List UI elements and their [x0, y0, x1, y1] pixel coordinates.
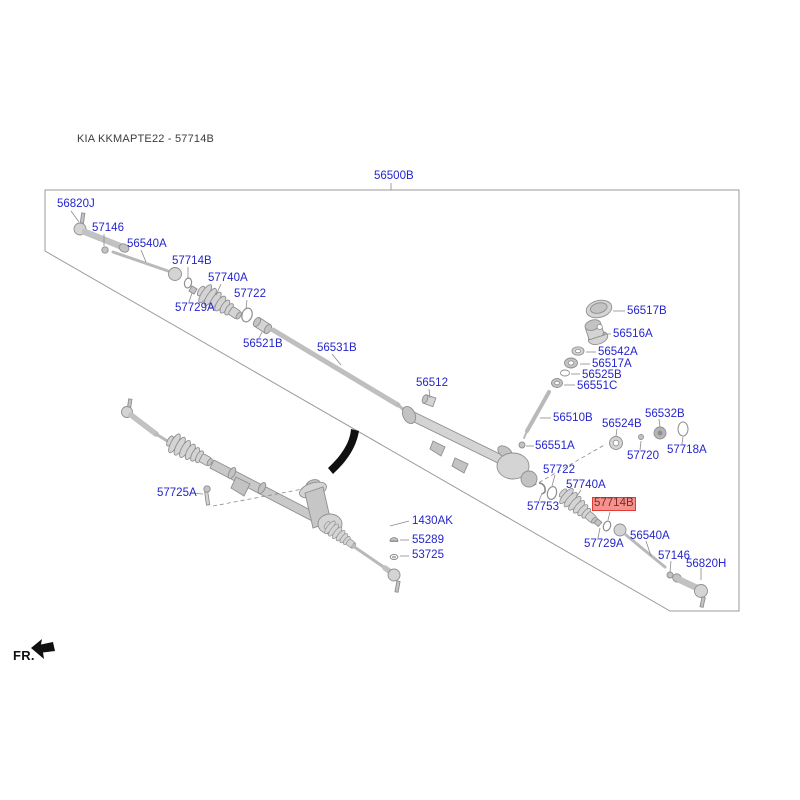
part-label-57720[interactable]: 57720: [627, 450, 659, 462]
part-label-57729A-2[interactable]: 57729A: [584, 538, 624, 550]
part-label-57722-1[interactable]: 57722: [234, 288, 266, 300]
part-label-57729A-1[interactable]: 57729A: [175, 302, 215, 314]
part-label-56512[interactable]: 56512: [416, 377, 448, 389]
part-label-57740A-2[interactable]: 57740A: [566, 479, 606, 491]
part-56521b-drawing: [252, 316, 273, 335]
part-57753-drawing: [539, 483, 545, 494]
part-label-56510B[interactable]: 56510B: [553, 412, 593, 424]
part-label-56542A[interactable]: 56542A: [598, 346, 638, 358]
part-53725-drawing: [390, 554, 398, 559]
part-56517b-drawing: [584, 298, 613, 321]
part-label-56517B[interactable]: 56517B: [627, 305, 667, 317]
part-56532b-drawing: [654, 427, 666, 439]
part-56551a-drawing: [519, 442, 525, 448]
part-56525b-drawing: [561, 370, 570, 376]
part-label-56540A-1[interactable]: 56540A: [127, 238, 167, 250]
part-label-56516A[interactable]: 56516A: [613, 328, 653, 340]
part-label-56532B[interactable]: 56532B: [645, 408, 685, 420]
part-57718a-drawing: [678, 422, 688, 436]
part-57722a-drawing: [240, 307, 254, 323]
part-56542a-drawing: [572, 347, 584, 355]
part-56510b-drawing: [524, 392, 549, 438]
part-label-57146-1[interactable]: 57146: [92, 222, 124, 234]
part-label-56551C[interactable]: 56551C: [577, 380, 618, 392]
diagram-title: KIA KKMAPTE22 - 57714B: [77, 133, 215, 145]
part-57714bb-drawing: [602, 520, 612, 532]
part-label-57718A[interactable]: 57718A: [667, 444, 707, 456]
part-label-57714B-1[interactable]: 57714B: [172, 255, 212, 267]
part-label-57146-2[interactable]: 57146: [658, 550, 690, 562]
part-56524b-drawing: [610, 437, 623, 450]
part-label-53725[interactable]: 53725: [412, 549, 444, 561]
part-label-57725A[interactable]: 57725A: [157, 487, 197, 499]
part-label-56820J[interactable]: 56820J: [57, 198, 95, 210]
part-label-57740A-1[interactable]: 57740A: [208, 272, 248, 284]
part-label-56524B[interactable]: 56524B: [602, 418, 642, 430]
part-57722b-drawing: [546, 486, 558, 501]
part-56516a-drawing: [583, 317, 610, 347]
part-label-56500B[interactable]: 56500B: [374, 170, 414, 182]
part-label-56820H[interactable]: 56820H: [686, 558, 727, 570]
part-56512-drawing: [421, 394, 436, 407]
part-label-56531B[interactable]: 56531B: [317, 342, 357, 354]
part-housing-exploded: [400, 404, 537, 487]
part-label-57722-2[interactable]: 57722: [543, 464, 575, 476]
part-label-57753[interactable]: 57753: [527, 501, 559, 513]
part-label-56521B[interactable]: 56521B: [243, 338, 283, 350]
part-57146a-drawing: [102, 247, 108, 253]
part-56517a-drawing: [565, 358, 578, 368]
part-label-56551A[interactable]: 56551A: [535, 440, 575, 452]
part-57146b-drawing: [667, 572, 673, 578]
part-label-57714B-2[interactable]: 57714B: [594, 497, 634, 509]
part-57720-drawing: [639, 435, 644, 440]
part-55289-drawing: [390, 538, 398, 542]
fr-label: FR.: [13, 648, 35, 663]
part-56820h-drawing: [671, 572, 707, 607]
part-label-56517A[interactable]: 56517A: [592, 358, 632, 370]
part-57725a-bolt: [204, 486, 210, 505]
orientation-swoosh: [328, 429, 359, 474]
part-label-1430AK[interactable]: 1430AK: [412, 515, 453, 527]
part-label-55289[interactable]: 55289: [412, 534, 444, 546]
part-56551c-drawing: [552, 379, 563, 388]
part-label-56525B[interactable]: 56525B: [582, 369, 622, 381]
part-label-56540A-2[interactable]: 56540A: [630, 530, 670, 542]
